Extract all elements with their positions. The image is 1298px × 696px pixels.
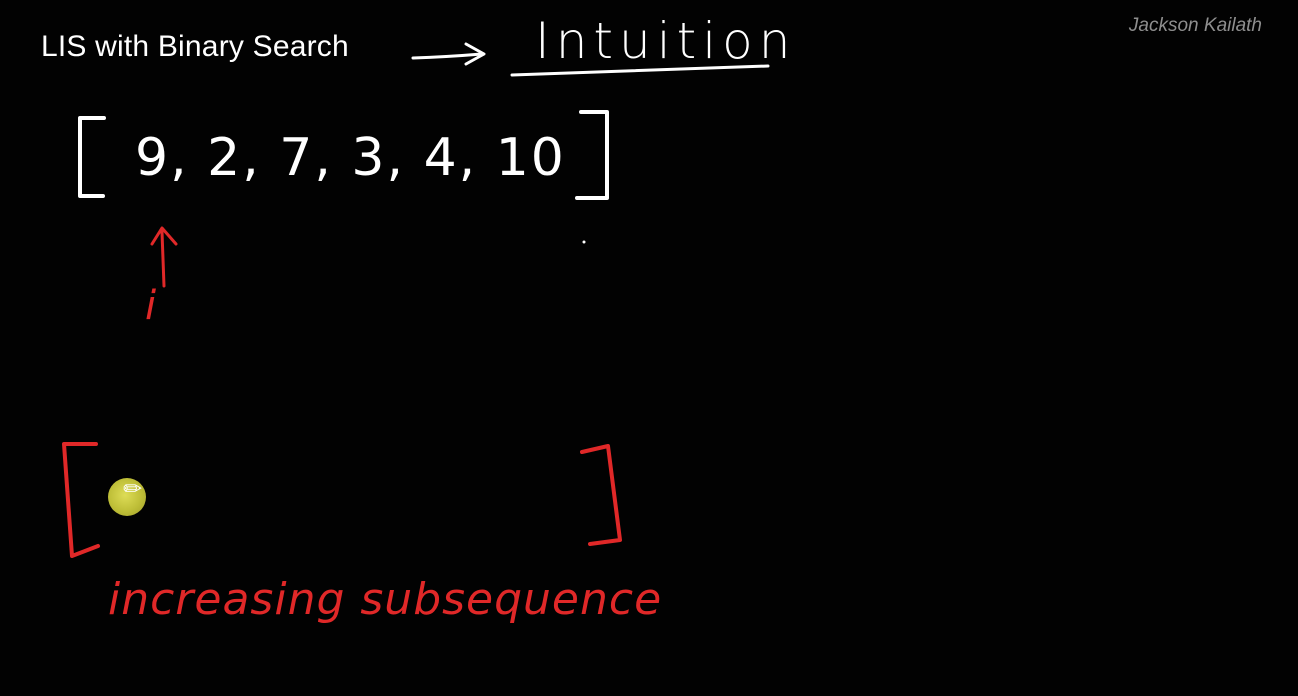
slide-title: LIS with Binary Search [41,30,349,63]
array-left-bracket [80,118,104,196]
handwritten-array-values: 9, 2, 7, 3, 4, 10 [135,128,566,188]
result-left-bracket [64,444,98,556]
pointer-arrow [152,228,176,286]
heading-underline [512,66,768,75]
handwritten-caption: increasing subsequence [108,574,663,625]
array-right-bracket [577,112,607,198]
pointer-label-i: i [145,283,157,329]
title-arrow [413,44,484,64]
ink-dot [583,241,586,244]
pen-cursor-icon: ✎ [117,473,149,505]
result-right-bracket [582,446,620,544]
author-watermark: Jackson Kailath [1128,15,1262,36]
handwritten-heading: Intuition [535,12,797,70]
